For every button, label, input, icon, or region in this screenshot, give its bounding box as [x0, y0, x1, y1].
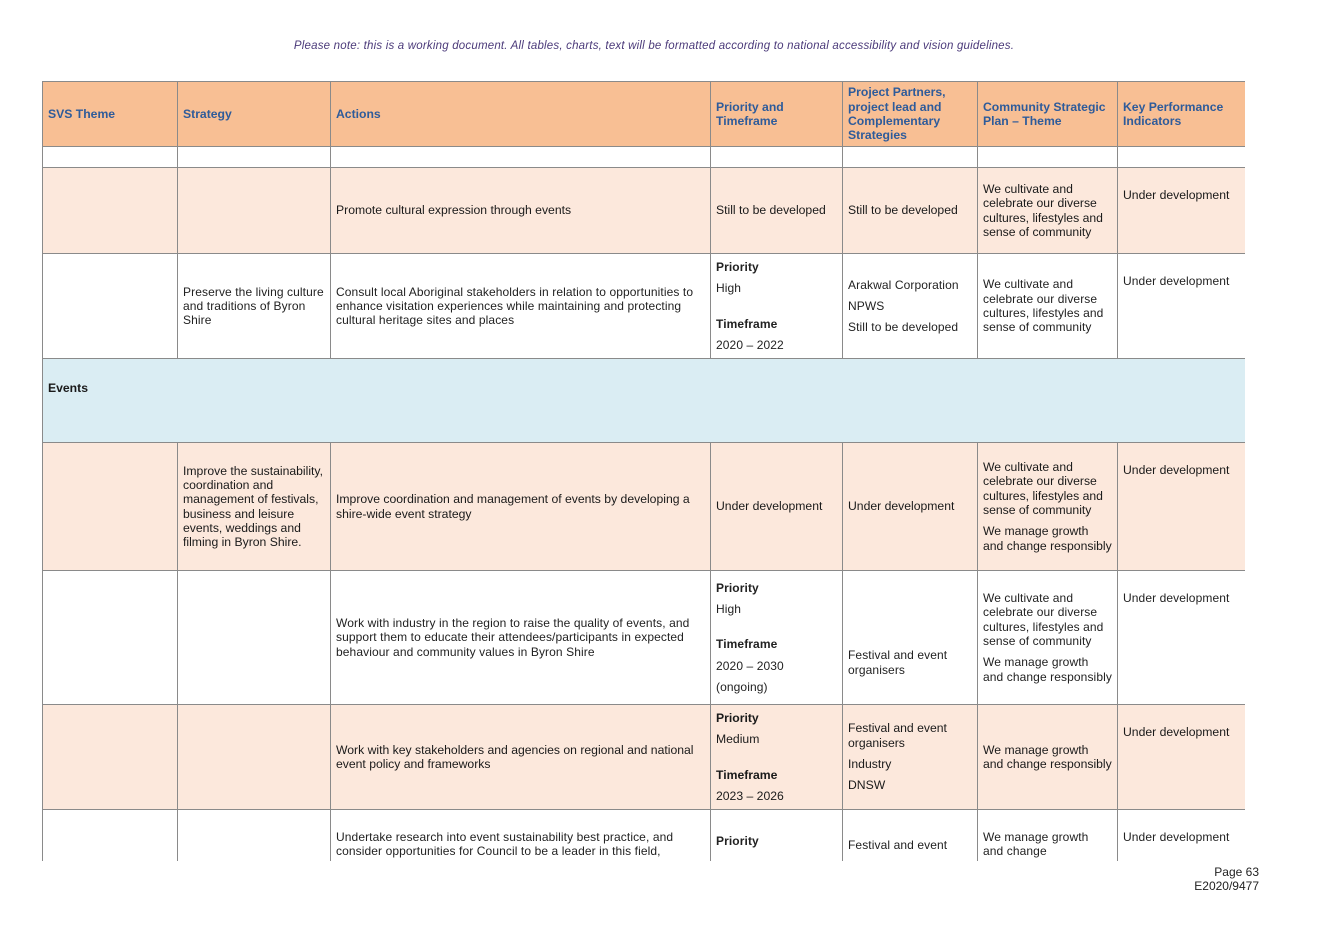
header-priority-timeframe: Priority and Timeframe [711, 82, 843, 147]
priority-label: Priority [716, 580, 759, 595]
partners-cell: Festival and event organisers [843, 571, 978, 705]
header-svs-theme: SVS Theme [43, 82, 178, 147]
kpi-cell: Under development [1118, 443, 1246, 571]
section-row-events [43, 359, 1246, 443]
partners-cell: Under development [843, 443, 978, 571]
strategy-cell [178, 705, 331, 810]
csp-item: We cultivate and celebrate our diverse cultures, lifestyles and sense of community [983, 460, 1103, 517]
svs-theme-cell [43, 571, 178, 705]
svs-theme-cell [43, 705, 178, 810]
page-footer [1194, 865, 1259, 893]
csp-cell: We manage growth and change [978, 810, 1118, 862]
kpi-cell: Under development [1118, 254, 1246, 359]
table-row [43, 571, 1246, 705]
strategy-cell: Preserve the living culture and traditions of Byron Shire [178, 254, 331, 359]
csp-cell: We manage growth and change responsibly [978, 705, 1118, 810]
table-row [43, 443, 1246, 571]
partner-item: NPWS [848, 298, 885, 313]
svs-theme-cell [43, 254, 178, 359]
partners-cell: Festival and event [843, 810, 978, 862]
strategy-cell [178, 168, 331, 254]
priority-value: High [716, 602, 742, 617]
table-header-row [43, 82, 1246, 147]
table-row-empty [43, 147, 1246, 168]
priority-cell [711, 571, 843, 705]
kpi-cell: Under development [1118, 705, 1246, 810]
kpi-cell: Under development [1118, 168, 1246, 254]
kpi-cell: Under development [1118, 571, 1246, 705]
priority-label: Priority [711, 810, 843, 862]
table-row [43, 254, 1246, 359]
strategy-cell [178, 810, 331, 862]
header-actions: Actions [331, 82, 711, 147]
strategy-table [42, 81, 1245, 861]
action-cell: Promote cultural expression through events [331, 168, 711, 254]
timeframe-value: 2020 – 2022 [716, 337, 784, 352]
action-cell: Improve coordination and management of events by developing a shire-wide event strategy [331, 443, 711, 571]
timeframe-label: Timeframe [716, 316, 778, 331]
action-cell: Consult local Aboriginal stakeholders in relation to opportunities to enhance visitation experiences while maintaining and protecting cultural heritage sites and places [331, 254, 711, 359]
timeframe-label: Timeframe [716, 637, 778, 652]
action-cell: Undertake research into event sustainability best practice, and consider opportunities for Council to be a leader in this field, [331, 810, 711, 862]
partner-item: Arakwal Corporation [848, 277, 959, 292]
partner-item: Still to be developed [848, 320, 959, 335]
action-cell: Work with key stakeholders and agencies on regional and national event policy and frameworks [331, 705, 711, 810]
table-row [43, 168, 1246, 254]
priority-cell [711, 705, 843, 810]
timeframe-note: (ongoing) [716, 679, 768, 694]
priority-cell: Under development [711, 443, 843, 571]
timeframe-label: Timeframe [716, 767, 778, 782]
partner-item: DNSW [848, 778, 886, 793]
csp-item: We cultivate and celebrate our diverse cultures, lifestyles and sense of community [983, 591, 1104, 648]
svs-theme-cell [43, 168, 178, 254]
partners-cell [843, 254, 978, 359]
csp-cell [978, 443, 1118, 571]
document-reference: E2020/9477 [1194, 879, 1259, 893]
svs-theme-cell [43, 810, 178, 862]
page-number: Page 63 [1214, 865, 1259, 879]
priority-cell: Still to be developed [711, 168, 843, 254]
header-strategy: Strategy [178, 82, 331, 147]
table-row [43, 705, 1246, 810]
priority-label: Priority [716, 710, 759, 725]
partners-cell: Still to be developed [843, 168, 978, 254]
priority-cell [711, 254, 843, 359]
csp-cell: We cultivate and celebrate our diverse cultures, lifestyles and sense of community [978, 168, 1118, 254]
svs-theme-cell [43, 443, 178, 571]
header-kpi: Key Performance Indicators [1118, 82, 1246, 147]
csp-item: We manage growth and change responsibly [983, 524, 1112, 553]
priority-value: High [716, 281, 742, 296]
header-project-partners: Project Partners, project lead and Complementary Strategies [843, 82, 978, 147]
csp-cell [978, 571, 1118, 705]
csp-item: We manage growth and change responsibly [983, 655, 1112, 684]
strategy-cell: Improve the sustainability, coordination and management of festivals, business and leisure events, weddings and filming in Byron Shire. [178, 443, 331, 571]
section-title: Events [43, 359, 1246, 443]
strategy-cell [178, 571, 331, 705]
priority-label: Priority [716, 259, 759, 274]
partner-item: Festival and event organisers [848, 721, 947, 750]
strategy-table-container [42, 81, 1245, 861]
partner-item: Industry [848, 757, 892, 771]
priority-value: Medium [716, 732, 760, 747]
kpi-cell: Under development [1118, 810, 1246, 862]
working-document-note: Please note: this is a working document. All tables, charts, text will be formatted according to national accessibility and vision guidelines. [293, 40, 1015, 52]
timeframe-value: 2020 – 2030 [716, 658, 784, 673]
timeframe-value: 2023 – 2026 [716, 788, 784, 803]
header-community-strategic-plan: Community Strategic Plan – Theme [978, 82, 1118, 147]
csp-cell: We cultivate and celebrate our diverse cultures, lifestyles and sense of community [978, 254, 1118, 359]
partners-cell [843, 705, 978, 810]
action-cell: Work with industry in the region to raise the quality of events, and support them to educate their attendees/participants in expected behaviour and community values in Byron Shire [331, 571, 711, 705]
table-row [43, 810, 1246, 862]
